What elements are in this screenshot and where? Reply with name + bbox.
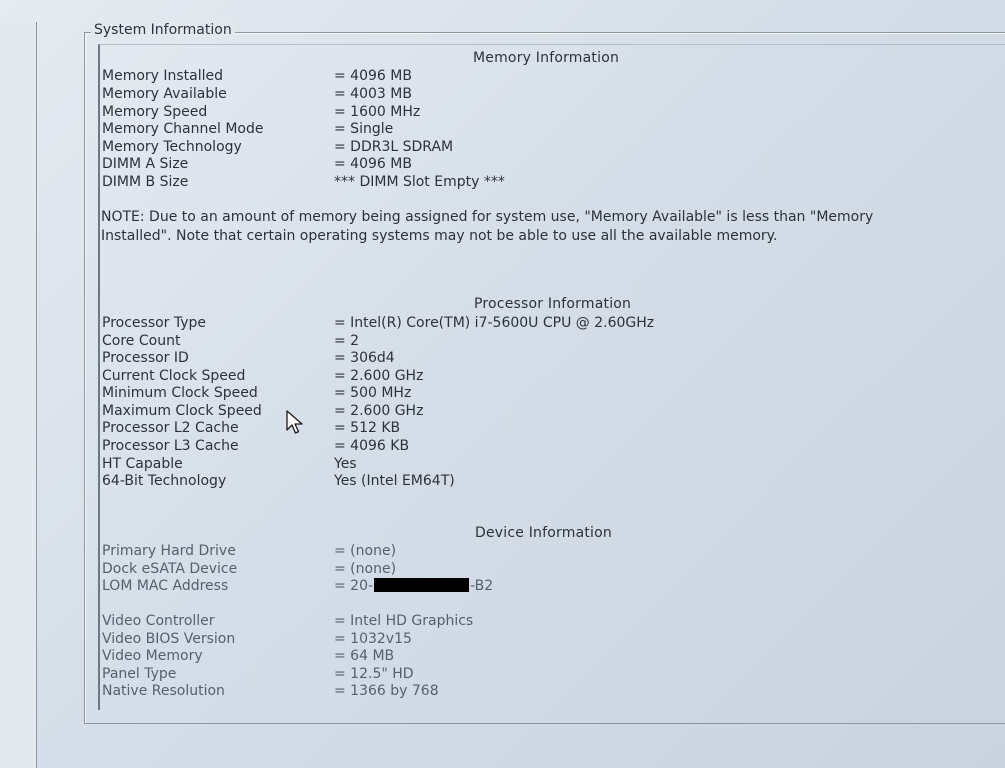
native-resolution-value: = 1366 by 768: [334, 683, 439, 699]
memory-speed-value: = 1600 MHz: [334, 104, 421, 120]
core-count-value: = 2: [334, 333, 360, 349]
processor-l2-cache-label: Processor L2 Cache: [102, 420, 239, 436]
current-clock-speed-value: = 2.600 GHz: [334, 368, 424, 384]
minimum-clock-speed-value: = 500 MHz: [334, 385, 412, 401]
memory-available-value: = 4003 MB: [334, 86, 412, 102]
video-controller-value: = Intel HD Graphics: [334, 613, 474, 629]
processor-l3-cache-label: Processor L3 Cache: [102, 438, 239, 454]
memory-technology-label: Memory Technology: [102, 139, 242, 155]
device-section-title: Device Information: [475, 525, 612, 541]
core-count-label: Core Count: [102, 333, 181, 349]
native-resolution-label: Native Resolution: [102, 683, 225, 699]
ht-capable-label: HT Capable: [102, 456, 183, 472]
memory-note: NOTE: Due to an amount of memory being assigned for system use, "Memory Available" is less than "Memory Installed". Note that certain operating systems may not be able to use all the available memory.: [101, 209, 874, 244]
processor-type-label: Processor Type: [102, 315, 207, 331]
mac-suffix: -B2: [470, 578, 494, 594]
dock-esata-device-label: Dock eSATA Device: [102, 561, 238, 577]
left-nav-panel[interactable]: [0, 22, 37, 768]
memory-technology-value: = DDR3L SDRAM: [334, 139, 454, 155]
memory-channel-mode-value: = Single: [334, 121, 394, 137]
mouse-pointer-icon: [286, 410, 306, 436]
mac-prefix: = 20-: [334, 578, 374, 594]
current-clock-speed-label: Current Clock Speed: [102, 368, 246, 384]
video-bios-version-value: = 1032v15: [334, 631, 412, 647]
dock-esata-device-value: = (none): [334, 561, 397, 577]
memory-section-title: Memory Information: [473, 50, 620, 66]
video-memory-label: Video Memory: [102, 648, 203, 664]
processor-l2-cache-value: = 512 KB: [334, 420, 401, 436]
primary-hard-drive-value: = (none): [334, 543, 397, 559]
dimm-a-size-label: DIMM A Size: [102, 156, 189, 172]
dimm-b-size-label: DIMM B Size: [102, 174, 189, 190]
memory-available-label: Memory Available: [102, 86, 227, 102]
lom-mac-address-label: LOM MAC Address: [102, 578, 229, 594]
64bit-technology-value: Yes (Intel EM64T): [334, 473, 455, 489]
primary-hard-drive-label: Primary Hard Drive: [102, 543, 236, 559]
memory-installed-label: Memory Installed: [102, 68, 224, 84]
mac-redaction-bar: [374, 578, 469, 592]
ht-capable-value: Yes: [334, 456, 357, 472]
maximum-clock-speed-value: = 2.600 GHz: [334, 403, 424, 419]
memory-channel-mode-label: Memory Channel Mode: [102, 121, 264, 137]
dimm-a-size-value: = 4096 MB: [334, 156, 412, 172]
dimm-b-size-value: *** DIMM Slot Empty ***: [334, 174, 505, 190]
processor-section-title: Processor Information: [474, 296, 632, 312]
processor-l3-cache-value: = 4096 KB: [334, 438, 410, 454]
minimum-clock-speed-label: Minimum Clock Speed: [102, 385, 258, 401]
lom-mac-address-value: [334, 578, 493, 594]
processor-type-value: = Intel(R) Core(TM) i7-5600U CPU @ 2.60GHz: [334, 315, 655, 331]
processor-id-label: Processor ID: [102, 350, 189, 366]
panel-type-label: Panel Type: [102, 666, 177, 682]
maximum-clock-speed-label: Maximum Clock Speed: [102, 403, 262, 419]
video-memory-value: = 64 MB: [334, 648, 395, 664]
memory-installed-value: = 4096 MB: [334, 68, 412, 84]
video-bios-version-label: Video BIOS Version: [102, 631, 236, 647]
processor-id-value: = 306d4: [334, 350, 395, 366]
groupbox-title: System Information: [91, 22, 235, 38]
video-controller-label: Video Controller: [102, 613, 215, 629]
panel-type-value: = 12.5" HD: [334, 666, 414, 682]
64bit-technology-label: 64-Bit Technology: [102, 473, 227, 489]
memory-speed-label: Memory Speed: [102, 104, 208, 120]
